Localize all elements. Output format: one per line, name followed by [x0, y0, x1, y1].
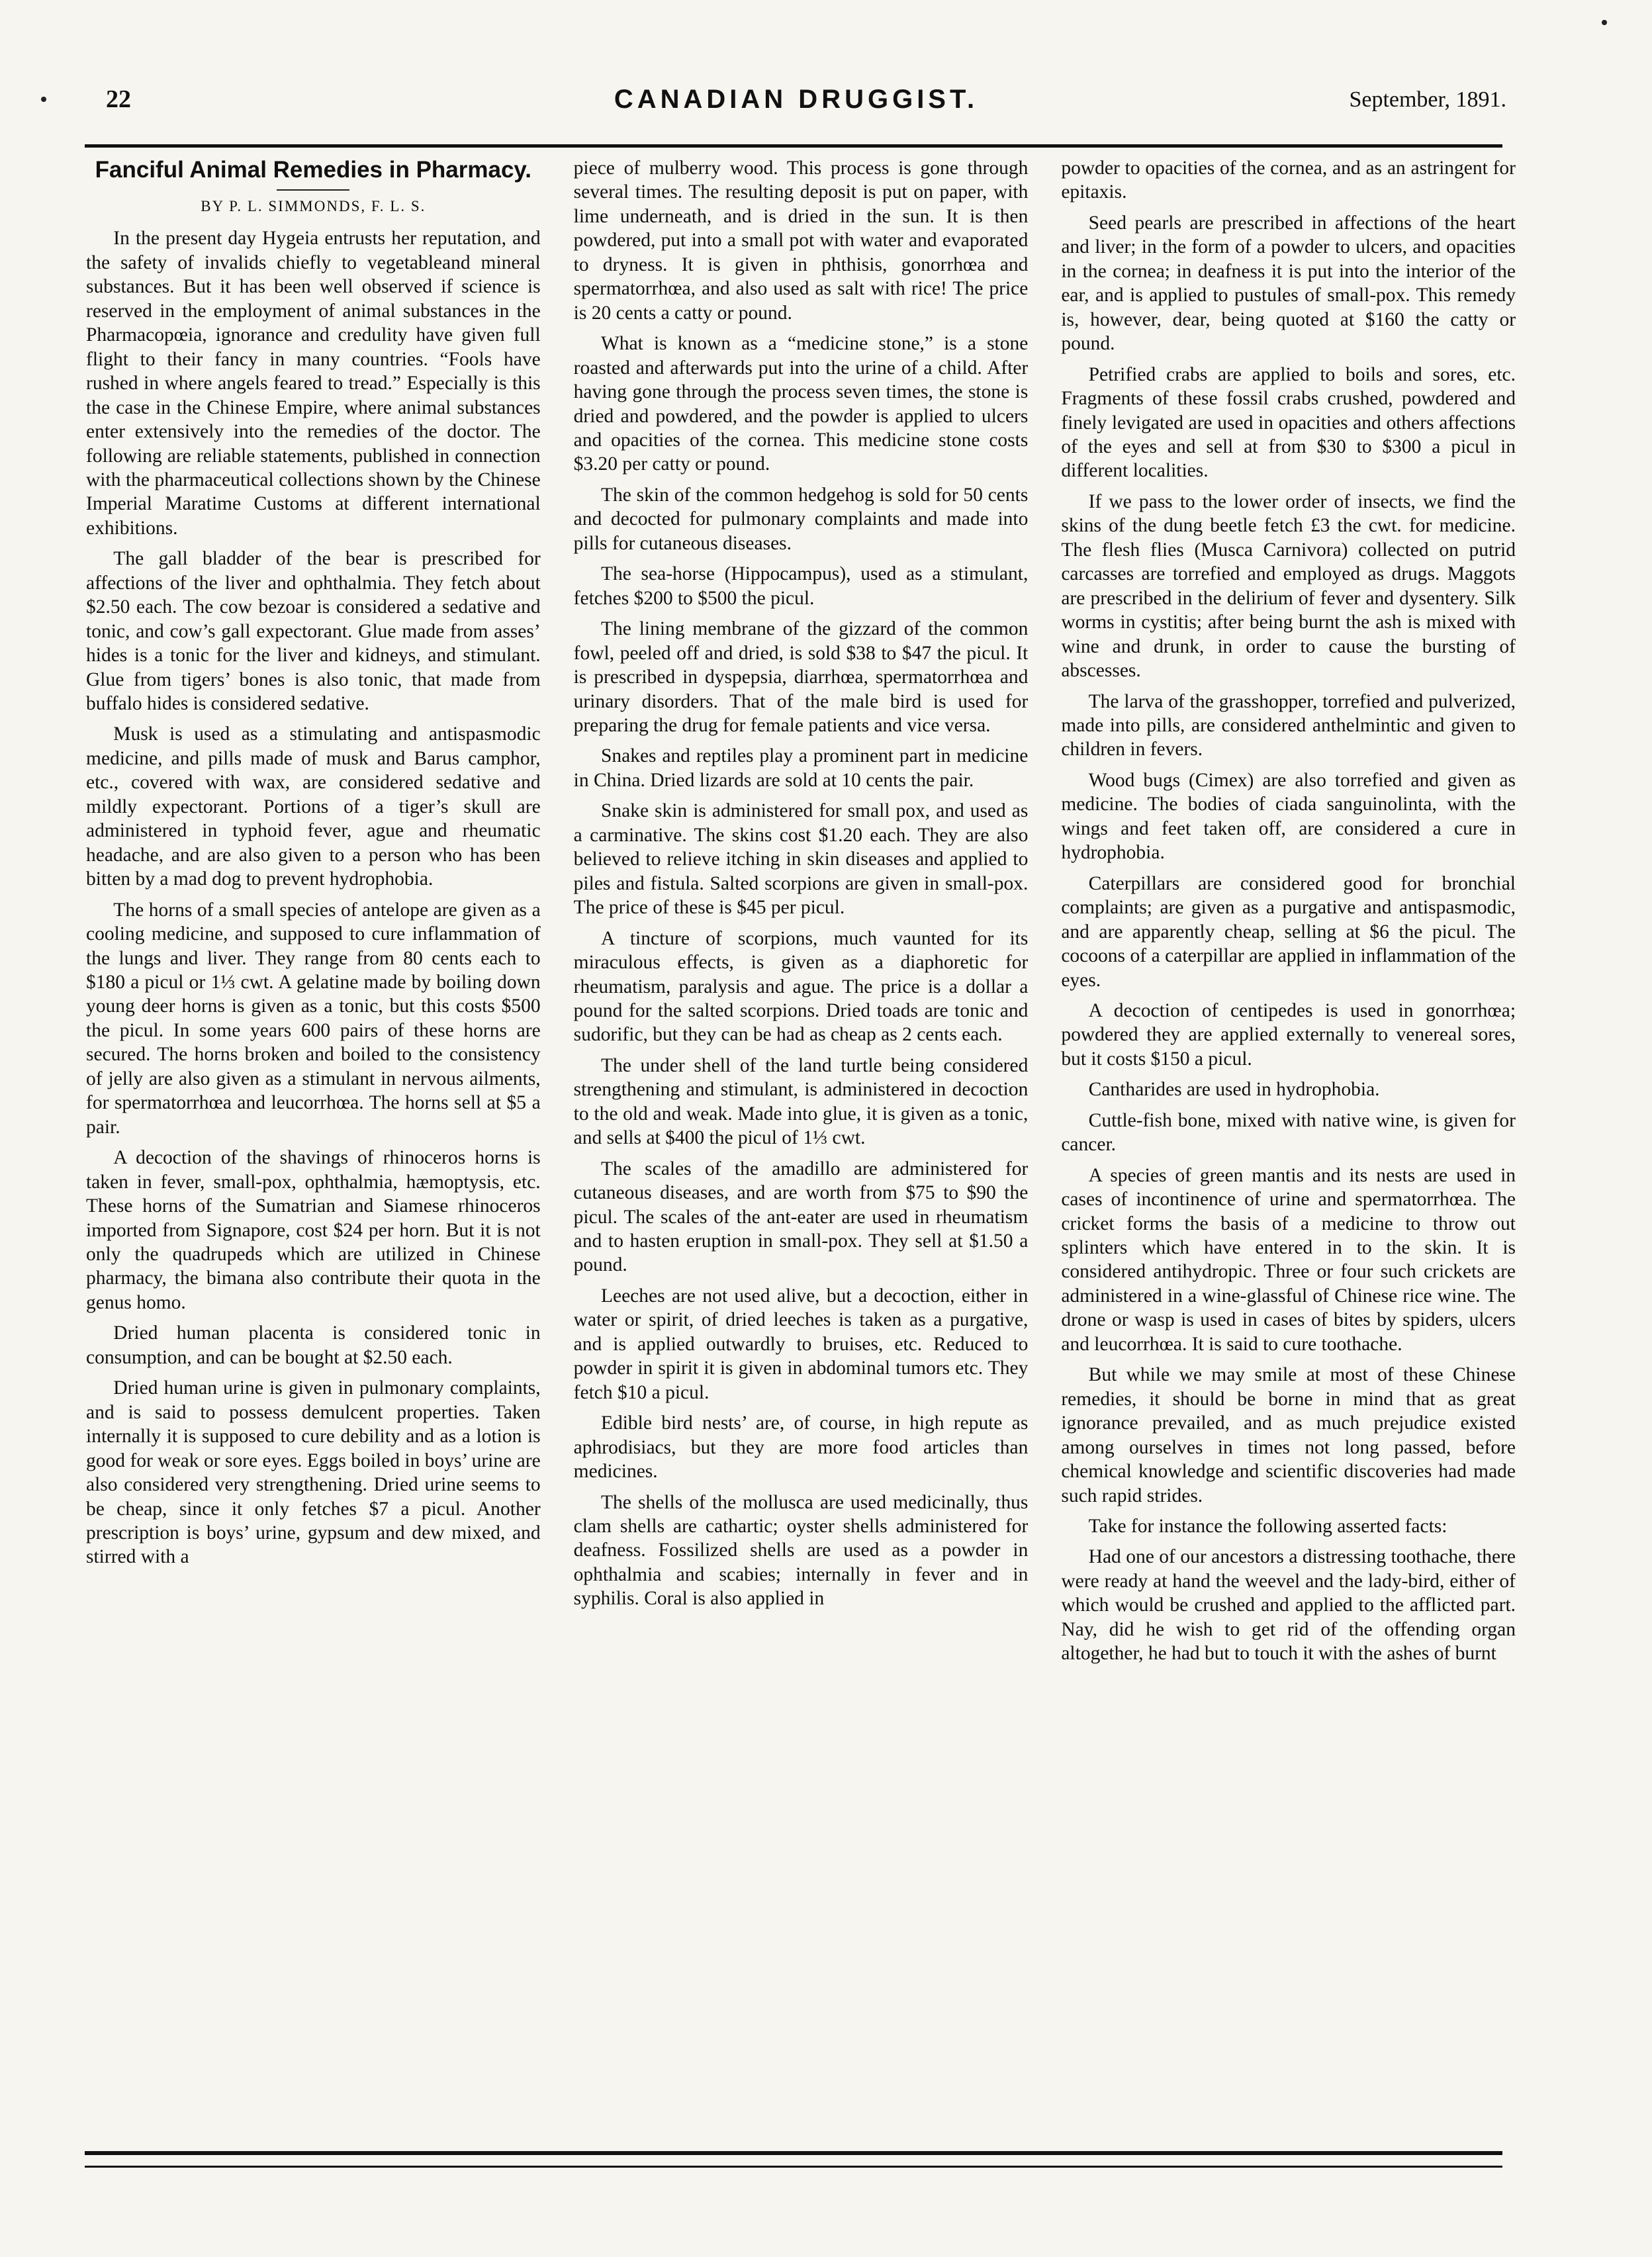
- footer-rule-thin: [85, 2166, 1502, 2168]
- paragraph: Edible bird nests’ are, of course, in high repute as aphrodisiacs, but they are more food articles than medicines.: [573, 1412, 1029, 1483]
- paragraph: Cantharides are used in hydrophobia.: [1088, 1079, 1380, 1101]
- paragraph: Cuttle-fish bone, mixed with native wine, is given for cancer.: [1061, 1109, 1516, 1156]
- paragraph: Petrified crabs are applied to boils and sores, etc. Fragments of these fossil crabs crushed, powdered and finely levigated are used in opacities and others affections of the eyes and sell at from $30 to $300 a picul in different localities.: [1061, 363, 1516, 482]
- issue-date: September, 1891.: [1349, 87, 1506, 112]
- paragraph: Seed pearls are prescribed in affections of the heart and liver; in the form of a powder to ulcers, and opacities in the cornea; in deafness it is put into the interior of the ear, and is applied to pustules of small-pox. This remedy is, however, dear, being quoted at $160 the catty or pound.: [1061, 212, 1516, 355]
- article-body: [86, 156, 1516, 2122]
- paragraph: The gall bladder of the bear is prescribed for affections of the liver and ophthalmia. They fetch about $2.50 each. The cow bezoar is considered a sedative and tonic, and cow’s gall expectorant. Glue made from asses’ hides is a tonic for the liver and kidneys, and stimulant. Glue from tigers’ bones is also tonic, that made from buffalo hides is considered sedative.: [86, 548, 541, 715]
- paragraph: Snakes and reptiles play a prominent part in medicine in China. Dried lizards are sold at 10 cents the pair.: [573, 745, 1029, 791]
- paragraph: Wood bugs (Cimex) are also torrefied and given as medicine. The bodies of ciada sanguinolinta, with the wings and feet taken off, are considered a cure in hydrophobia.: [1061, 769, 1516, 864]
- paragraph: The skin of the common hedgehog is sold for 50 cents and decocted for pulmonary complaints and made into pills for cutaneous diseases.: [573, 484, 1029, 554]
- header-rule: [85, 144, 1502, 148]
- margin-dot: [1602, 20, 1607, 25]
- paragraph: A species of green mantis and its nests are used in cases of incontinence of urine and spermatorrhœa. The cricket forms the basis of a medicine to throw out splinters which have entered in to the skin. It is considered antihydropic. Three or four such crickets are administered in a wine-glassful of Chinese rice wine. The drone or wasp is used in cases of bites by spiders, ulcers and leucorrhœa. It is said to cure toothache.: [1061, 1164, 1516, 1355]
- page-header: [86, 85, 1506, 124]
- paragraph: Musk is used as a stimulating and antispasmodic medicine, and pills made of musk and Barus camphor, etc., covered with wax, are considered sedative and mildly expectorant. Portions of a tiger’s skull are administered in typhoid fever, ague and rheumatic headache, and are also given to a person who has been bitten by a mad dog to prevent hydrophobia.: [86, 723, 541, 890]
- title-rule: [277, 189, 349, 191]
- journal-title: CANADIAN DRUGGIST.: [614, 85, 979, 114]
- paragraph: Dried human urine is given in pulmonary complaints, and is said to possess demulcent properties. Taken internally it is supposed to cure debility and as a lotion is good for weak or sore eyes. Eggs boiled in boys’ urine are also considered very strengthening. Dried urine seems to be cheap, since it only fetches $7 a picul. Another prescription is boys’ urine, gypsum and dew mixed, and stirred with a: [86, 1377, 541, 1568]
- page-number: 22: [106, 85, 131, 113]
- footer-rule: [85, 2151, 1502, 2155]
- paragraph: Take for instance the following asserted facts:: [1088, 1516, 1447, 1538]
- paragraph: Leeches are not used alive, but a decoction, either in water or spirit, of dried leeches is taken as a purgative, and is applied outwardly to bruises, etc. Reduced to powder in spirit it is given in abdominal tumors etc. They fetch $10 a picul.: [573, 1285, 1029, 1403]
- paragraph: Snake skin is administered for small pox, and used as a carminative. The skins cost $1.20 each. They are also believed to relieve itching in skin diseases and applied to piles and fistula. Salted scorpions are given in small-pox. The price of these is $45 per picul.: [573, 800, 1029, 919]
- paragraph: Caterpillars are considered good for bronchial complaints; are given as a purgative and antispasmodic, and are apparently cheap, selling at $6 the picul. The cocoons of a caterpillar are applied in inflammation of the eyes.: [1061, 872, 1516, 991]
- paragraph: Had one of our ancestors a distressing toothache, there were ready at hand the weevel and the lady-bird, either of which would be crushed and applied to the afflicted part. Nay, did he wish to get rid of the offending organ altogether, he had but to touch it with the ashes of burnt: [1061, 1546, 1516, 1665]
- paragraph: piece of mulberry wood. This process is gone through several times. The resulting deposit is put on paper, with lime underneath, and is dried in the sun. It is then powdered, put into a small pot with water and evaporated to dryness. It is given in phthisis, gonorrhœa and spermatorrhœa, and also used as salt with rice! The price is 20 cents a catty or pound.: [573, 158, 1029, 324]
- paragraph: The larva of the grasshopper, torrefied and pulverized, made into pills, are considered anthelmintic and given to children in fevers.: [1061, 690, 1516, 760]
- paragraph: The scales of the amadillo are administered for cutaneous diseases, and are worth from $75 to $90 the picul. The scales of the ant-eater are used in rheumatism and to hasten eruption in small-pox. They sell at $1.50 a pound.: [573, 1158, 1029, 1276]
- paragraph: Dried human placenta is considered tonic in consumption, and can be bought at $2.50 each.: [86, 1322, 541, 1368]
- paragraph: What is known as a “medicine stone,” is a stone roasted and afterwards put into the urine of a child. After having gone through the process seven times, the stone is dried and powdered, and the powder is applied to ulcers and opacities of the cornea. This medicine stone costs $3.20 per catty or pound.: [573, 333, 1029, 475]
- paragraph: The horns of a small species of antelope are given as a cooling medicine, and supposed to cure inflammation of the lungs and liver. They range from 80 cents each to $180 a picul or 1⅓ cwt. A gelatine made by boiling down young deer horns is given as a tonic, but this costs $500 the picul. In some years 600 pairs of these horns are secured. The horns broken and boiled to the consistency of jelly are also given as a stimulant in nervous ailments, for spermatorrhœa and leucorrhœa. The horns sell at $5 a pair.: [86, 899, 541, 1138]
- paragraph: A tincture of scorpions, much vaunted for its miraculous effects, is given as a diaphoretic for rheumatism, paralysis and ague. The price is a dollar a pound for the salted scorpions. Dried toads are tonic and sudorific, but they can be had as cheap as 2 cents each.: [573, 927, 1029, 1046]
- paragraph: If we pass to the lower order of insects, we find the skins of the dung beetle fetch £3 the cwt. for medicine. The flesh flies (Musca Carnivora) collected on putrid carcasses are torrefied and employed as drugs. Maggots are prescribed in the delirium of fever and dysentery. Silk worms in cystitis; after being burnt the ash is mixed with wine and drunk, in order to cause the bursting of abscesses.: [1061, 490, 1516, 682]
- paragraph: powder to opacities of the cornea, and as an astringent for epitaxis.: [1061, 158, 1516, 203]
- article-byline: BY P. L. SIMMONDS, F. L. S.: [201, 198, 426, 214]
- paragraph: But while we may smile at most of these Chinese remedies, it should be borne in mind that as great ignorance prevailed, and as much prejudice existed among ourselves in times not long passed, before chemical knowledge and scientific discoveries had made such rapid strides.: [1061, 1364, 1516, 1506]
- paragraph: A decoction of centipedes is used in gonorrhœa; powdered they are applied externally to venereal sores, but it costs $150 a picul.: [1061, 999, 1516, 1070]
- column-2: [574, 156, 1029, 2122]
- margin-dot: [41, 97, 46, 102]
- paragraph: The lining membrane of the gizzard of the common fowl, peeled off and dried, is sold $38 to $47 the picul. It is prescribed in dyspepsia, diarrhœa, spermatorrhœa and urinary disorders. That of the male bird is used for preparing the drug for female patients and vice versa.: [573, 618, 1029, 736]
- article-title: Fanciful Animal Remedies in Pharmacy.: [95, 157, 532, 183]
- paragraph: A decoction of the shavings of rhinoceros horns is taken in fever, small-pox, ophthalmia, hæmoptysis, etc. These horns of the Sumatrian and Siamese rhinoceros imported from Signapore, cost $24 per horn. But it is not only the quadrupeds which are utilized in Chinese pharmacy, the bimana also contribute their quota in the genus homo.: [86, 1147, 541, 1313]
- paragraph: In the present day Hygeia entrusts her reputation, and the safety of invalids chiefly to vegetableand mineral substances. But it has been well observed if science is reserved in the employment of animal substances in the Pharmacopœia, ignorance and credulity have given full flight to their fancy in many countries. “Fools have rushed in where angels feared to tread.” Especially is this the case in the Chinese Empire, where animal substances enter extensively into the remedies of the doctor. The following are reliable statements, published in connection with the pharmaceutical collections shown by the Chinese Imperial Maratime Customs at different international exhibitions.: [86, 228, 541, 539]
- paragraph: The under shell of the land turtle being considered strengthening and stimulant, is administered in decoction to the old and weak. Made into glue, it is given as a tonic, and sells at $400 the picul of 1⅓ cwt.: [573, 1054, 1029, 1149]
- column-3: [1061, 156, 1516, 2122]
- column-1: [86, 156, 541, 2122]
- paragraph: The sea-horse (Hippocampus), used as a stimulant, fetches $200 to $500 the picul.: [573, 563, 1029, 609]
- paragraph: The shells of the mollusca are used medicinally, thus clam shells are cathartic; oyster shells administered for deafness. Fossilized shells are used as a powder in ophthalmia and scabies; internally in fever and in syphilis. Coral is also applied in: [573, 1491, 1029, 1610]
